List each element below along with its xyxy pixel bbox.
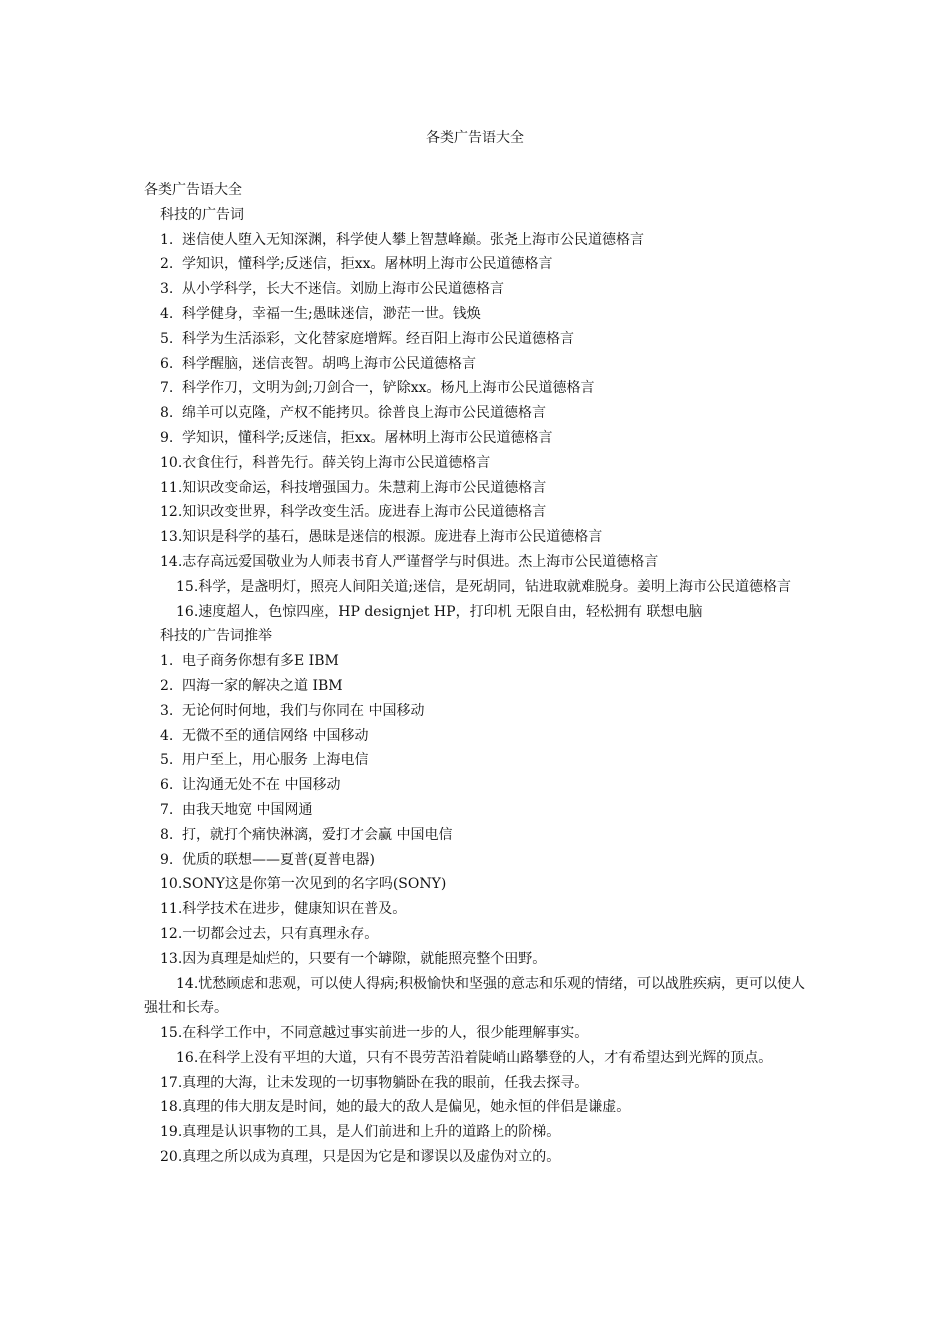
list-item — [144, 798, 812, 823]
list-item-number: 10. — [160, 876, 183, 893]
list-item-number: 1. — [160, 231, 174, 248]
list-item-text: 速度超人，色惊四座，HP designjet HP，打印机 无限自由，轻松拥有 联想电脑 — [198, 603, 703, 620]
list-item-number: 14. — [160, 553, 183, 570]
list-item — [144, 649, 812, 674]
list-item — [144, 674, 812, 699]
list-item — [144, 1120, 812, 1145]
list-item — [144, 1021, 812, 1046]
list-item — [144, 1145, 812, 1170]
list-item — [144, 401, 812, 426]
list-item — [144, 748, 812, 773]
list-item-text: 无论何时何地，我们与你同在 中国移动 — [182, 702, 425, 719]
list-item — [144, 1095, 812, 1120]
list-item-number: 7. — [160, 801, 174, 818]
list-item-number: 6. — [160, 355, 174, 372]
section-heading-tech-ads: 科技的广告词 — [160, 206, 244, 223]
list-item-text: 从小学科学，长大不迷信。刘励上海市公民道德格言 — [182, 281, 504, 298]
list-item-text: 绵羊可以克隆，产权不能拷贝。徐普良上海市公民道德格言 — [182, 405, 546, 422]
list-item-text: 科学，是盏明灯，照亮人间阳关道;迷信，是死胡同，钻进取就难脱身。姜明上海市公民道德格言 — [198, 578, 791, 595]
list-item — [144, 500, 812, 525]
list-item — [144, 724, 812, 749]
section-heading-tech-ads-recommended: 科技的广告词推举 — [160, 628, 272, 645]
list-item-text: 四海一家的解决之道 IBM — [182, 677, 343, 694]
list-item-number: 15. — [160, 1025, 183, 1042]
document-title: 各类广告语大全 — [426, 130, 524, 146]
list-item-number: 12. — [160, 925, 183, 942]
list-item-text: 真理是认识事物的工具，是人们前进和上升的道路上的阶梯。 — [182, 1124, 561, 1141]
list-item-number: 16. — [176, 1049, 199, 1066]
list-item-number: 6. — [160, 777, 174, 794]
list-item — [144, 947, 812, 972]
list-item-text: 打，就打个痛快淋漓，爱打才会赢 中国电信 — [182, 826, 453, 843]
list-item-text: 科学作刀，文明为剑;刀剑合一，铲除xx。杨凡上海市公民道德格言 — [182, 380, 595, 397]
list-item-number: 5. — [160, 330, 174, 347]
list-item-text: 一切都会过去，只有真理永存。 — [182, 925, 379, 942]
list-item-text: 让沟通无处不在 中国移动 — [182, 777, 341, 794]
list-item-number: 9. — [160, 851, 174, 868]
list-item-text: 知识改变世界，科学改变生活。庞进春上海市公民道德格言 — [182, 504, 547, 521]
list-item-number: 14. — [176, 975, 199, 992]
list-item-text: 电子商务你想有多E IBM — [182, 653, 339, 670]
list-item — [144, 575, 812, 600]
list-item-number: 17. — [160, 1074, 183, 1091]
list-item-text: 因为真理是灿烂的，只要有一个罅隙，就能照亮整个田野。 — [182, 950, 547, 967]
list-item-number: 11. — [160, 901, 183, 918]
list-item-number: 15. — [176, 578, 199, 595]
list-item-number: 5. — [160, 752, 174, 769]
list-item-number: 3. — [160, 702, 174, 719]
list-item-number: 2. — [160, 677, 174, 694]
list-item-text: 衣食住行，科普先行。薛关钧上海市公民道德格言 — [182, 454, 491, 471]
list-item — [144, 525, 812, 550]
list-item-text: 学知识，懂科学;反迷信，拒xx。屠林明上海市公民道德格言 — [182, 256, 553, 273]
list-item-number: 18. — [160, 1099, 183, 1116]
list-item-number: 4. — [160, 305, 174, 322]
list-item — [144, 1071, 812, 1096]
tech-ads-list — [144, 228, 812, 625]
list-item-number: 12. — [160, 504, 183, 521]
list-item-text: 忧愁顾虑和悲观，可以使人得病;积极愉快和坚强的意志和乐观的情绪，可以战胜疾病，更可以使人强壮和长寿。 — [144, 975, 805, 1017]
list-item — [144, 277, 812, 302]
list-item — [144, 550, 812, 575]
list-item-text: 在科学上没有平坦的大道，只有不畏劳苦沿着陡峭山路攀登的人，才有希望达到光辉的顶点。 — [198, 1049, 773, 1066]
list-item — [144, 872, 812, 897]
list-item-number: 16. — [176, 603, 199, 620]
list-item — [144, 773, 812, 798]
list-item-text: 真理之所以成为真理，只是因为它是和谬误以及虚伪对立的。 — [182, 1149, 561, 1166]
list-item-number: 13. — [160, 950, 183, 967]
list-item-text: 科学为生活添彩，文化替家庭增辉。经百阳上海市公民道德格言 — [182, 330, 574, 347]
list-item-number: 4. — [160, 727, 174, 744]
list-item-text: 学知识，懂科学;反迷信，拒xx。屠林明上海市公民道德格言 — [182, 429, 553, 446]
list-item-number: 2. — [160, 256, 174, 273]
list-item — [144, 426, 812, 451]
list-item — [144, 848, 812, 873]
list-item-number: 3. — [160, 281, 174, 298]
document-subtitle: 各类广告语大全 — [144, 182, 242, 198]
list-item — [144, 302, 812, 327]
list-item-text: 知识是科学的基石，愚昧是迷信的根源。庞进春上海市公民道德格言 — [182, 529, 603, 546]
list-item-text: 在科学工作中，不同意越过事实前进一步的人，很少能理解事实。 — [182, 1025, 589, 1042]
list-item-number: 8. — [160, 405, 174, 422]
list-item-text: 科学健身，幸福一生;愚昧迷信，渺茫一世。钱焕 — [182, 305, 481, 322]
list-item — [144, 922, 812, 947]
document-body — [144, 178, 812, 1170]
list-item-number: 10. — [160, 454, 183, 471]
list-item-number: 13. — [160, 529, 183, 546]
list-item-text: 知识改变命运，科技增强国力。朱慧莉上海市公民道德格言 — [182, 479, 547, 496]
list-item-number: 20. — [160, 1149, 183, 1166]
list-item — [144, 699, 812, 724]
list-item-text: SONY这是你第一次见到的名字吗(SONY) — [182, 876, 447, 893]
list-item — [144, 897, 812, 922]
list-item — [144, 476, 812, 501]
list-item-number: 11. — [160, 479, 183, 496]
list-item-text: 优质的联想——夏普(夏普电器) — [182, 851, 375, 868]
list-item — [144, 972, 812, 1022]
list-item-text: 志存高远爱国敬业为人师表书育人严谨督学与时俱进。杰上海市公民道德格言 — [182, 553, 659, 570]
list-item-number: 7. — [160, 380, 174, 397]
list-item-text: 科学技术在进步，健康知识在普及。 — [182, 901, 407, 918]
list-item — [144, 823, 812, 848]
list-item — [144, 600, 812, 625]
list-item-number: 9. — [160, 429, 174, 446]
list-item-text: 用户至上，用心服务 上海电信 — [182, 752, 369, 769]
list-item-number: 19. — [160, 1124, 183, 1141]
list-item — [144, 352, 812, 377]
list-item-text: 真理的伟大朋友是时间，她的最大的敌人是偏见，她永恒的伴侣是谦虚。 — [182, 1099, 631, 1116]
list-item-number: 8. — [160, 826, 174, 843]
list-item — [144, 228, 812, 253]
list-item — [144, 252, 812, 277]
list-item — [144, 327, 812, 352]
list-item — [144, 376, 812, 401]
list-item-number: 1. — [160, 653, 174, 670]
list-item-text: 由我天地宽 中国网通 — [182, 801, 313, 818]
list-item-text: 科学醒脑，迷信丧智。胡鸣上海市公民道德格言 — [182, 355, 476, 372]
tech-ads-recommended-list — [144, 649, 812, 1170]
list-item-text: 真理的大海，让未发现的一切事物躺卧在我的眼前，任我去探寻。 — [182, 1074, 589, 1091]
list-item-text: 无微不至的通信网络 中国移动 — [182, 727, 369, 744]
list-item-text: 迷信使人堕入无知深渊，科学使人攀上智慧峰巅。张尧上海市公民道德格言 — [182, 231, 644, 248]
list-item — [144, 451, 812, 476]
list-item — [144, 1046, 812, 1071]
